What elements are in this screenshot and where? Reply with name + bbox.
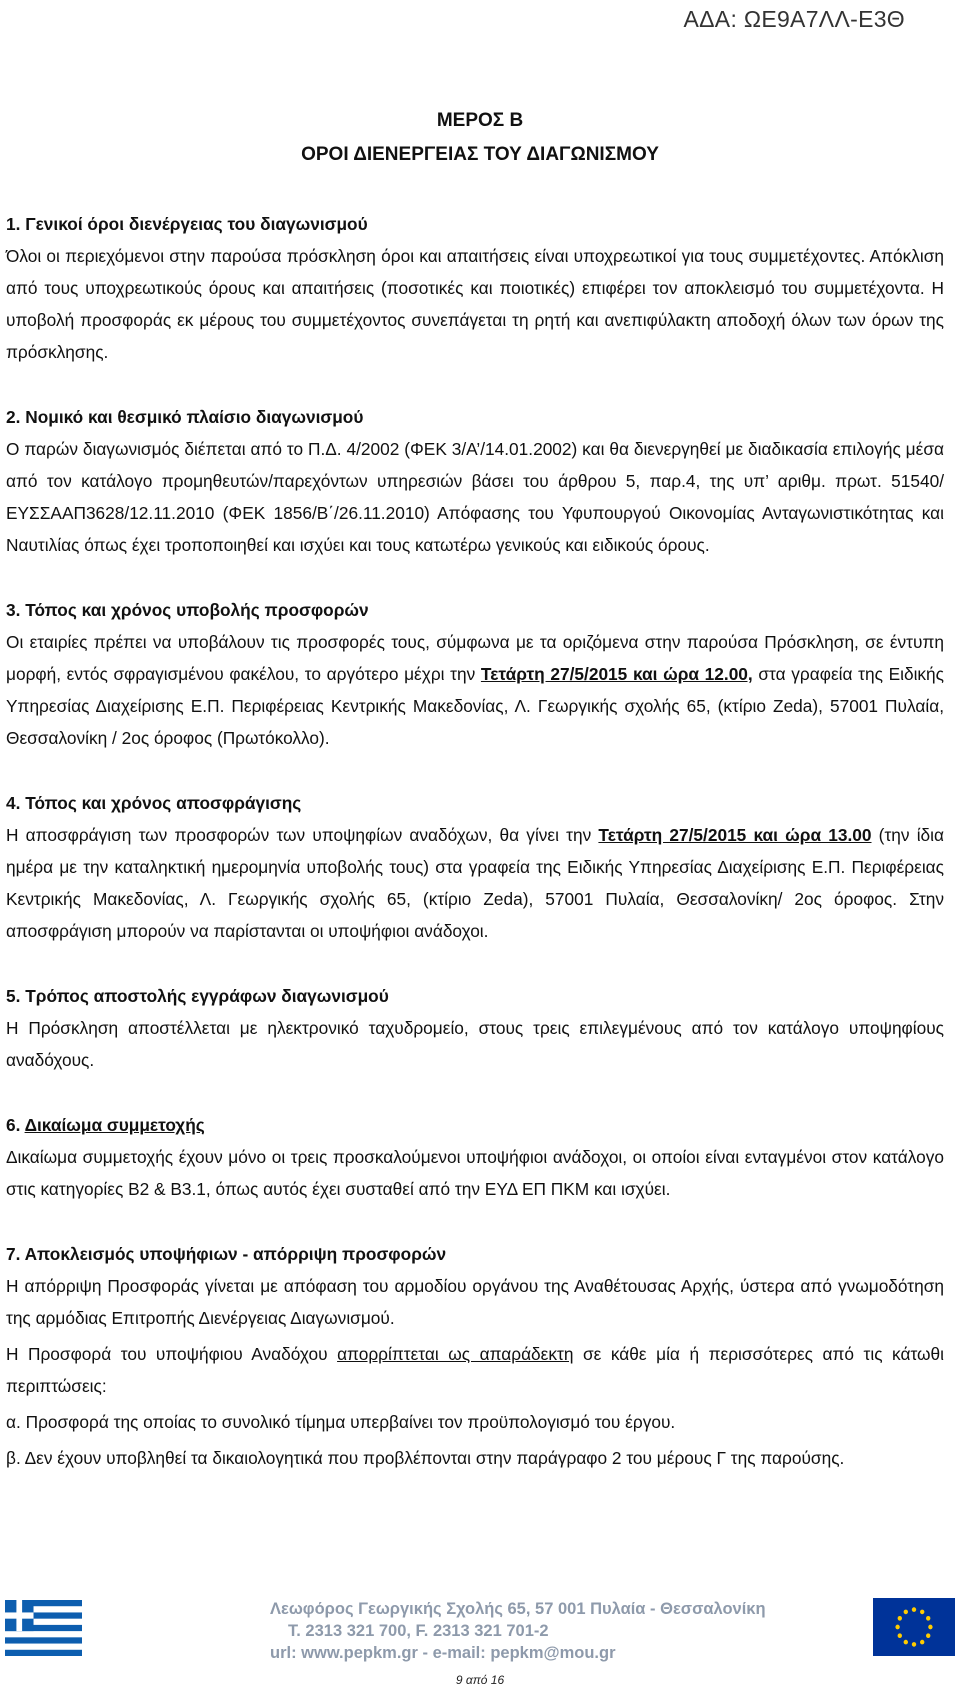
- footer-contact: [270, 1598, 766, 1664]
- heading-text: Δικαίωμα συμμετοχής: [24, 1115, 205, 1135]
- section-heading: 5. Τρόπος αποστολής εγγράφων διαγωνισμού: [6, 986, 389, 1006]
- paragraph-text: Οι εταιρίες πρέπει να υποβάλουν τις προσφορές τους, σύμφωνα με τα οριζόμενα στην παρούσα Πρόσκληση, σε έντυπη μορφή, εντός σφραγισμένου φακέλου, το αργότερο μέχρι την: [6, 632, 944, 684]
- section-exclusion: [6, 1238, 944, 1474]
- list-item: α. Προσφορά της οποίας το συνολικό τίμημα υπερβαίνει τον προϋπολογισμό του έργου.: [6, 1412, 676, 1432]
- list-item: β. Δεν έχουν υποβληθεί τα δικαιολογητικά που προβλέπονται στην παράγραφο 2 του μέρους Γ της παρούσης.: [6, 1448, 845, 1468]
- section-heading: 2. Νομικό και θεσμικό πλαίσιο διαγωνισμού: [6, 407, 364, 427]
- part-title: ΜΕΡΟΣ Β: [436, 110, 524, 131]
- paragraph-text: στα γραφεία της Ειδικής Υπηρεσίας Διαχείρισης Ε.Π. Περιφέρειας Κεντρικής Μακεδονίας, Λ. Γεωργικής σχολής 65, (κτίριο Zeda), 57001 Πυλαία, Θεσσαλονίκη / 2ος όροφος (Πρωτόκολλο).: [6, 664, 944, 748]
- section-heading: 7. Αποκλεισμός υποψήφιων - απόρριψη προσφορών: [6, 1244, 447, 1264]
- section-submission: [6, 594, 944, 754]
- section-participation: [6, 1109, 944, 1205]
- part-subtitle: ΟΡΟΙ ΔΙΕΝΕΡΓΕΙΑΣ ΤΟΥ ΔΙΑΓΩΝΙΣΜΟΥ: [301, 144, 659, 165]
- section-paragraph: [6, 819, 944, 947]
- section-paragraph: Η απόρριψη Προσφοράς γίνεται με απόφαση του αρμοδίου οργάνου της Αναθέτουσας Αρχής, ύστερα από γνωμοδότηση της αρμόδιας Επιτροπής Διενέργειας Διαγωνισμού.: [6, 1276, 944, 1328]
- section-paragraph: [6, 626, 944, 754]
- section-heading: [6, 1109, 944, 1141]
- greek-flag-icon: [5, 1600, 82, 1656]
- submission-deadline: Τετάρτη 27/5/2015 και ώρα 12.00,: [480, 664, 753, 684]
- ada-code: ΑΔΑ: ΩΕ9Α7ΛΛ-Ε3Θ: [683, 6, 905, 32]
- section-heading: 3. Τόπος και χρόνος υποβολής προσφορών: [6, 600, 369, 620]
- section-paragraph: [6, 1338, 944, 1402]
- paragraph-text: Η αποσφράγιση των προσφορών των υποψηφίων αναδόχων, θα γίνει την: [6, 825, 599, 845]
- section-legal-framework: [6, 401, 944, 561]
- paragraph-text: (την ίδια ημέρα με την καταληκτική ημερομηνία υποβολής τους) στα γραφεία της Ειδικής Υπηρεσίας Διαχείρισης Ε.Π. Περιφέρειας Κεντρικής Μακεδονίας, Λ. Γεωργικής σχολής 65, (κτίριο Zeda), 57001 Πυλαία, Θεσσαλονίκη/ 2ος όροφος. Στην αποσφράγιση μπορούν να παρίστανται οι υποψήφιοι ανάδοχοι.: [6, 825, 944, 941]
- section-opening: [6, 787, 944, 947]
- section-paragraph: Δικαίωμα συμμετοχής έχουν μόνο οι τρεις προσκαλούμενοι υποψήφιοι ανάδοχοι, οι οποίοι είναι ενταγμένοι στον κατάλογο στις κατηγορίες Β2 & Β3.1, όπως αυτός έχει συσταθεί από την ΕΥΔ ΕΠ ΠΚΜ και ισχύει.: [6, 1147, 944, 1199]
- section-general-terms: [6, 208, 944, 368]
- eu-flag-icon: [873, 1598, 955, 1656]
- section-heading: 1. Γενικοί όροι διενέργειας του διαγωνισμού: [6, 214, 368, 234]
- footer-web: url: www.pepkm.gr - e-mail: pepkm@mou.gr: [270, 1644, 616, 1662]
- paragraph-text: Η Προσφορά του υποψήφιου Αναδόχου: [6, 1344, 338, 1364]
- page-footer: [0, 1598, 960, 1685]
- document-titles: [0, 104, 960, 172]
- section-sending-documents: [6, 980, 944, 1076]
- section-paragraph: Όλοι οι περιεχόμενοι στην παρούσα πρόσκληση όροι και απαιτήσεις είναι υποχρεωτικοί για τους συμμετέχοντες. Απόκλιση από τους υποχρεωτικούς όρους και απαιτήσεις (ποσοτικές και ποιοτικές) επιφέρει τον αποκλεισμό του συμμετέχοντα. Η υποβολή προσφοράς εκ μέρους του συμμετέχοντος συνεπάγεται τη ρητή και ανεπιφύλακτη αποδοχή όλων των όρων της πρόσκλησης.: [6, 246, 944, 362]
- footer-address: Λεωφόρος Γεωργικής Σχολής 65, 57 001 Πυλαία - Θεσσαλονίκη: [270, 1600, 766, 1618]
- heading-number: 6.: [6, 1115, 25, 1135]
- section-paragraph: Ο παρών διαγωνισμός διέπεται από το Π.Δ. 4/2002 (ΦΕΚ 3/Α’/14.01.2002) και θα διενεργηθεί με διαδικασία επιλογής μέσα από τον κατάλογο προμηθευτών/παρεχόντων υπηρεσιών βάσει του άρθρου 5, παρ.4, της υπ’ αριθμ. πρωτ. 51540/ΕΥΣΣΑΑΠ3628/12.11.2010 (ΦΕΚ 1856/Β΄/26.11.2010) Απόφασης του Υφυπουργού Οικονομίας Ανταγωνιστικότητας και Ναυτιλίας όπως έχει τροποποιηθεί και ισχύει και τους κατωτέρω γενικούς και ειδικούς όρους.: [6, 439, 944, 555]
- document-body: [6, 208, 944, 1507]
- paragraph-text: σε κάθε μία ή περισσότερες από τις κάτωθι περιπτώσεις:: [6, 1344, 945, 1396]
- section-paragraph: Η Πρόσκληση αποστέλλεται με ηλεκτρονικό ταχυδρομείο, στους τρεις επιλεγμένους από τον κατάλογο υποψηφίους αναδόχους.: [6, 1018, 944, 1070]
- rejection-term: απορρίπτεται ως απαράδεκτη: [337, 1344, 574, 1364]
- section-heading: 4. Τόπος και χρόνος αποσφράγισης: [6, 793, 302, 813]
- page-number: 9 από 16: [455, 1673, 505, 1687]
- footer-phones: Τ. 2313 321 700, F. 2313 321 701-2: [288, 1622, 549, 1640]
- opening-date: Τετάρτη 27/5/2015 και ώρα 13.00: [598, 825, 872, 845]
